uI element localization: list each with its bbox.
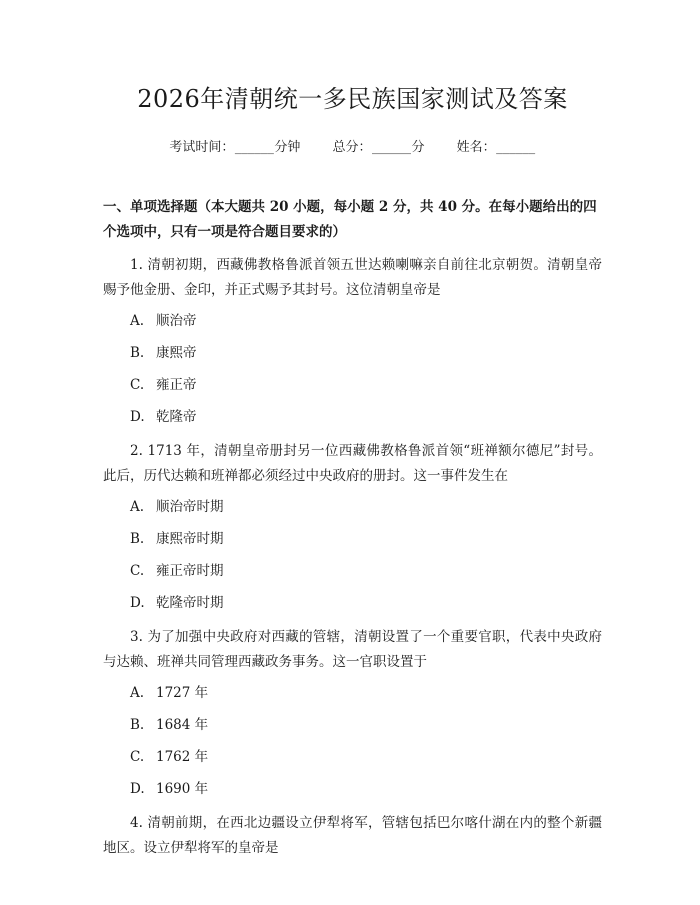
option-letter: D. xyxy=(130,781,145,797)
option-b xyxy=(103,715,602,735)
option-a xyxy=(103,497,602,517)
question-options xyxy=(103,497,602,613)
question-stem: 2. 1713 年，清朝皇帝册封另一位西藏佛教格鲁派首领“班禅额尔德尼”封号。此后，历代达赖和班禅都必须经过中央政府的册封。这一事件发生在 xyxy=(103,443,602,484)
student-name-field xyxy=(457,138,536,158)
option-c xyxy=(103,561,602,581)
option-a xyxy=(103,311,602,331)
exam-time-blank: ______ xyxy=(234,140,274,155)
question-1 xyxy=(103,253,602,427)
option-text: 康熙帝时期 xyxy=(156,531,224,547)
option-c xyxy=(103,375,602,395)
option-letter: D. xyxy=(130,409,145,425)
page-title: 2026年清朝统一多民族国家测试及答案 xyxy=(137,85,568,113)
option-letter: B. xyxy=(130,531,145,547)
question-stem: 3. 为了加强中央政府对西藏的管辖，清朝设置了一个重要官职，代表中央政府与达赖、班禅共同管理西藏政务事务。这一官职设置于 xyxy=(103,629,602,670)
option-text: 1690 年 xyxy=(156,781,209,797)
option-letter: B. xyxy=(130,345,145,361)
option-letter: A. xyxy=(130,313,145,329)
option-d xyxy=(103,779,602,799)
exam-time-label: 考试时间： xyxy=(169,140,235,155)
exam-time-field xyxy=(169,138,300,158)
option-d xyxy=(103,407,602,427)
option-letter: B. xyxy=(130,717,145,733)
option-text: 1762 年 xyxy=(156,749,209,765)
option-letter: A. xyxy=(130,685,145,701)
option-letter: C. xyxy=(130,749,145,765)
option-c xyxy=(103,747,602,767)
option-b xyxy=(103,343,602,363)
total-score-label: 总分： xyxy=(332,140,372,155)
option-letter: C. xyxy=(130,563,145,579)
option-letter: A. xyxy=(130,499,145,515)
question-options xyxy=(103,683,602,799)
question-2 xyxy=(103,439,602,613)
option-text: 雍正帝 xyxy=(156,377,197,393)
option-text: 乾隆帝时期 xyxy=(156,595,224,611)
option-text: 康熙帝 xyxy=(156,345,197,361)
option-text: 顺治帝 xyxy=(156,313,197,329)
question-stem: 4. 清朝前期，在西北边疆设立伊犁将军，管辖包括巴尔喀什湖在内的整个新疆地区。设立伊犁将军的皇帝是 xyxy=(103,815,602,856)
option-text: 1684 年 xyxy=(156,717,209,733)
exam-meta xyxy=(103,138,602,158)
option-text: 雍正帝时期 xyxy=(156,563,224,579)
option-d xyxy=(103,593,602,613)
option-letter: D. xyxy=(130,595,145,611)
option-letter: C. xyxy=(130,377,145,393)
question-options xyxy=(103,311,602,427)
student-name-blank: ______ xyxy=(496,140,536,155)
option-text: 顺治帝时期 xyxy=(156,499,224,515)
total-score-field xyxy=(332,138,424,158)
question-stem: 1. 清朝初期，西藏佛教格鲁派首领五世达赖喇嘛亲自前往北京朝贺。清朝皇帝赐予他金册、金印，并正式赐予其封号。这位清朝皇帝是 xyxy=(103,257,602,298)
option-b xyxy=(103,529,602,549)
option-text: 乾隆帝 xyxy=(156,409,197,425)
total-score-unit: 分 xyxy=(411,140,425,155)
option-text: 1727 年 xyxy=(156,685,209,701)
question-3 xyxy=(103,625,602,799)
total-score-blank: ______ xyxy=(372,140,411,155)
student-name-label: 姓名： xyxy=(456,140,496,155)
section-title: 一、单项选择题（本大题共 20 小题，每小题 2 分，共 40 分。在每小题给出的四个选项中，只有一项是符合题目要求的） xyxy=(103,199,597,240)
option-a xyxy=(103,683,602,703)
exam-time-unit: 分钟 xyxy=(274,140,301,155)
question-4 xyxy=(103,811,602,861)
